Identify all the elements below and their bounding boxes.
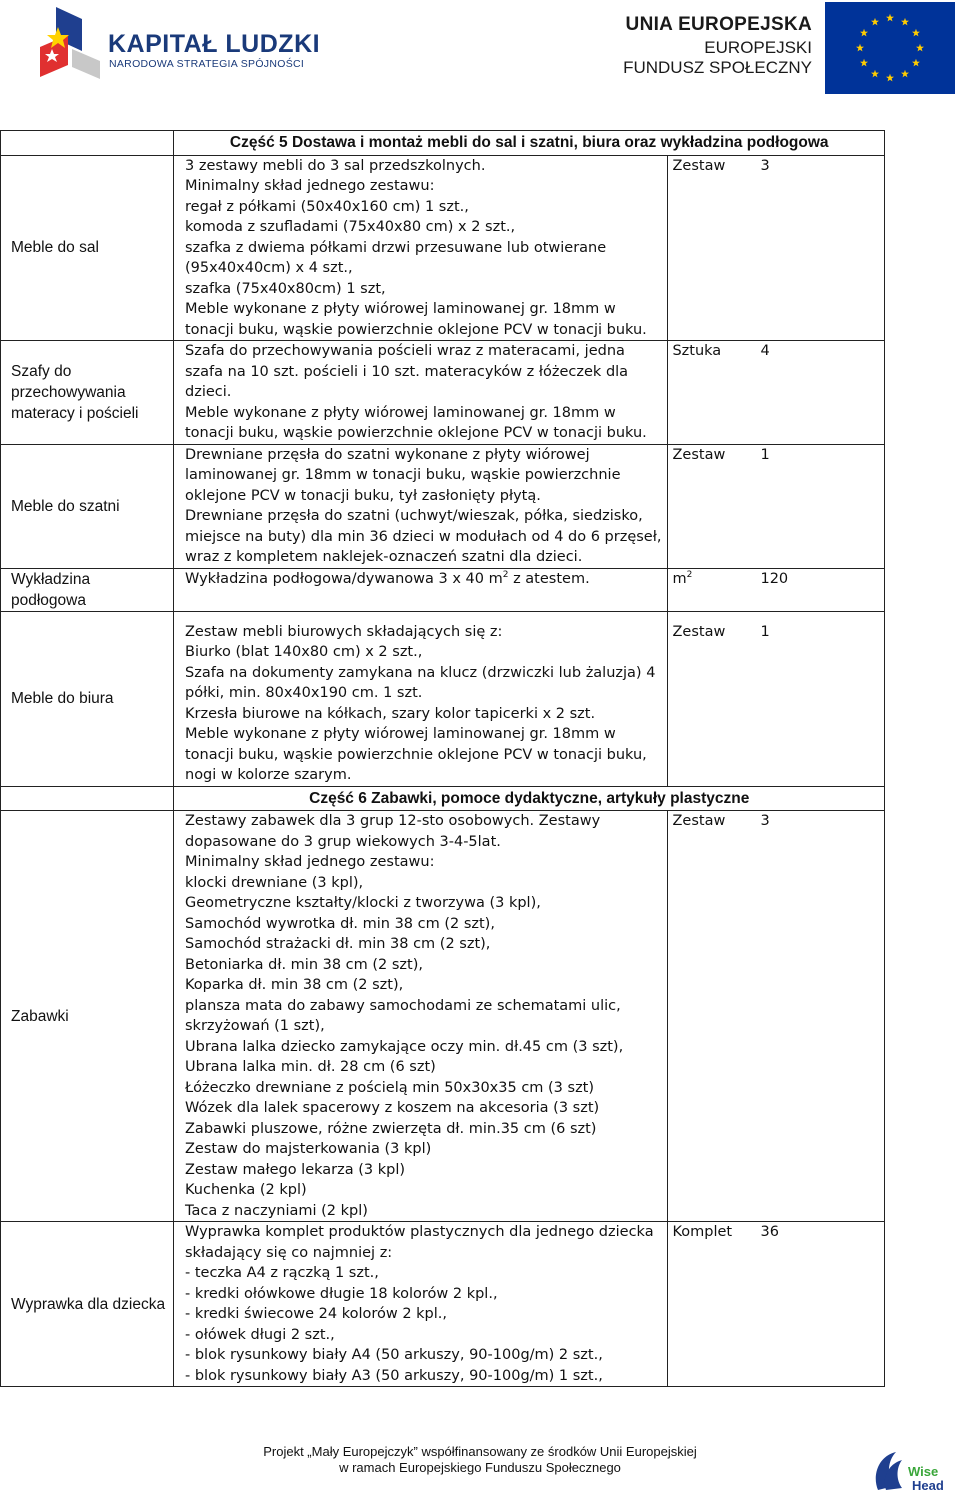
- description-line: oklejone PCV w tonacji buku, tył zasłonięty płytą.: [185, 487, 541, 504]
- description-cell: [174, 811, 668, 1222]
- description-line: dopasowane do 3 grup wiekowych 3-4-5lat.: [185, 833, 501, 850]
- description-line: - kredki ołówkowe długie 18 kolorów 2 kpl.,: [185, 1285, 498, 1302]
- quantity-cell: 3: [748, 155, 885, 341]
- eu-text-block: [623, 14, 812, 78]
- wise-head-logo-icon: [868, 1446, 952, 1494]
- wise-word: Wise: [908, 1464, 939, 1479]
- eu-line3: FUNDUSZ SPOŁECZNY: [623, 58, 812, 77]
- description-line: regał z półkami (50x40x160 cm) 1 szt.,: [185, 198, 469, 215]
- table-row: [1, 611, 885, 786]
- quantity-cell: 1: [748, 444, 885, 568]
- description-line: Samochód wywrotka dł. min 38 cm (2 szt),: [185, 915, 495, 932]
- eu-line2: EUROPEJSKI: [704, 38, 812, 57]
- quantity-cell: 120: [748, 568, 885, 611]
- description-line: Minimalny skład jednego zestawu:: [185, 178, 435, 194]
- description-line: Meble wykonane z płyty wiórowej laminowanej gr. 18mm w: [185, 404, 616, 421]
- category-cell: Wykładzina podłogowa: [1, 568, 174, 611]
- description-text-tail: z atestem.: [508, 570, 590, 587]
- description-line: miejsce na buty) dla min 36 dzieci w modułach od 4 do 6 przęseł,: [185, 528, 662, 545]
- description-line: tonacji buku, wąskie powierzchnie oklejone PCV w tonacji buku.: [185, 321, 647, 338]
- specification-table: [0, 130, 885, 1387]
- description-line: komoda z szufladami (75x40x80 cm) x 2 szt.,: [185, 219, 516, 235]
- category-cell: Szafy do przechowywania materacy i pościeli: [1, 341, 174, 445]
- unit-cell: Zestaw: [668, 444, 749, 568]
- description-line: Wyprawka komplet produktów plastycznych dla jednego dziecka: [185, 1224, 654, 1240]
- description-line: dzieci.: [185, 384, 232, 400]
- description-line: (95x40x40cm) x 4 szt.,: [185, 260, 353, 276]
- description-line: Samochód strażacki dł. min 38 cm (2 szt),: [185, 936, 491, 952]
- description-line: - blok rysunkowy biały A4 (50 arkuszy, 90-100g/m) 2 szt.,: [185, 1347, 603, 1363]
- description-line: szafka (75x40x80cm) 1 szt,: [185, 280, 386, 297]
- description-cell: [174, 1222, 668, 1387]
- section-title-row: [1, 786, 885, 811]
- unit-cell: [668, 568, 749, 611]
- category-cell: Zabawki: [1, 811, 174, 1222]
- table-row: [1, 341, 885, 445]
- description-line: Ubrana lalka min. dł. 28 cm (6 szt): [185, 1059, 436, 1075]
- description-line: Betoniarka dł. min 38 cm (2 szt),: [185, 956, 423, 973]
- table-row: [1, 1222, 885, 1387]
- description-line: - ołówek długi 2 szt.,: [185, 1326, 335, 1343]
- table-row: [1, 568, 885, 611]
- category-cell: Wyprawka dla dziecka: [1, 1222, 174, 1387]
- description-line: półki, min. 80x40x190 cm. 1 szt.: [185, 685, 423, 701]
- unit-superscript: 2: [686, 569, 693, 580]
- quantity-cell: 4: [748, 341, 885, 445]
- description-cell: [174, 611, 668, 786]
- eu-line1: UNIA EUROPEJSKA: [625, 14, 812, 35]
- eu-flag-icon: [825, 2, 955, 94]
- description-line: tonacji buku, wąskie powierzchnie oklejone PCV w tonacji buku,: [185, 746, 647, 763]
- description-line: Krzesła biurowe na kółkach, szary kolor tapicerki x 2 szt.: [185, 705, 596, 722]
- page-header: [0, 0, 960, 110]
- description-line: tonacji buku, wąskie powierzchnie oklejone PCV w tonacji buku.: [185, 425, 647, 441]
- description-line: składający się co najmniej z:: [185, 1244, 393, 1261]
- description-line: Zestaw mebli biurowych składających się z:: [185, 623, 503, 640]
- description-line: Zestawy zabawek dla 3 grup 12-sto osobowych. Zestawy: [185, 813, 601, 829]
- quantity-cell: 3: [748, 811, 885, 1222]
- superscript: 2: [502, 569, 509, 580]
- description-line: wraz z kompletem naklejek-oznaczeń szatni dla dzieci.: [185, 549, 583, 565]
- section-title-row: [1, 131, 885, 156]
- table-row: [1, 811, 885, 1222]
- kl-subtitle: NARODOWA STRATEGIA SPÓJNOŚCI: [109, 58, 305, 70]
- description-line: Meble wykonane z płyty wiórowej laminowanej gr. 18mm w: [185, 301, 616, 317]
- table-row: [1, 155, 885, 341]
- description-line: Szafa do przechowywania pościeli wraz z materacami, jedna: [185, 343, 625, 359]
- description-line: Ubrana lalka dziecko zamykające oczy min. dł.45 cm (3 szt),: [185, 1038, 624, 1055]
- description-line: Koparka dł. min 38 cm (2 szt),: [185, 977, 404, 993]
- footer-line2: w ramach Europejskiego Funduszu Społecznego: [339, 1460, 621, 1475]
- description-line: - teczka A4 z rączką 1 szt.,: [185, 1265, 379, 1281]
- kl-title: KAPITAŁ LUDZKI: [108, 30, 321, 58]
- section-title: Część 5 Dostawa i montaż mebli do sal i szatni, biura oraz wykładzina podłogowa: [174, 131, 885, 156]
- description-line: Meble wykonane z płyty wiórowej laminowanej gr. 18mm w: [185, 726, 616, 742]
- table-row: [1, 444, 885, 568]
- category-cell: Meble do sal: [1, 155, 174, 341]
- category-cell: Meble do biura: [1, 611, 174, 786]
- description-line: skrzyżowań (1 szt),: [185, 1018, 325, 1034]
- description-line: Łóżeczko drewniane z pościelą min 50x30x35 cm (3 szt): [185, 1079, 595, 1096]
- quantity-cell: 36: [748, 1222, 885, 1387]
- footer-text: [0, 1444, 960, 1476]
- description-line: Wózek dla lalek spacerowy z koszem na akcesoria (3 szt): [185, 1100, 600, 1116]
- description-cell: [174, 444, 668, 568]
- kapital-ludzki-logo-icon: [38, 5, 102, 81]
- head-word: Head: [912, 1478, 944, 1493]
- description-line: Drewniane przęsła do szatni wykonane z płyty wiórowej: [185, 446, 590, 463]
- description-line: [185, 569, 661, 590]
- description-text: Wykładzina podłogowa/dywanowa 3 x 40 m: [185, 570, 503, 587]
- description-line: Minimalny skład jednego zestawu:: [185, 854, 435, 870]
- description-line: szafa na 10 szt. pościeli i 10 szt. materacyków z łóżeczek dla: [185, 363, 629, 380]
- description-line: Szafa na dokumenty zamykana na klucz (drzwiczki lub żaluzja) 4: [185, 664, 656, 681]
- description-cell: [174, 341, 668, 445]
- description-line: klocki drewniane (3 kpl),: [185, 874, 364, 891]
- page-footer: [0, 1440, 960, 1498]
- unit-cell: Komplet: [668, 1222, 749, 1387]
- quantity-cell: 1: [748, 611, 885, 786]
- unit-text: m: [672, 570, 687, 587]
- unit-cell: Zestaw: [668, 811, 749, 1222]
- description-line: Drewniane przęsła do szatni (uchwyt/wieszak, półka, siedzisko,: [185, 508, 643, 524]
- unit-cell: Zestaw: [668, 611, 749, 786]
- description-cell: [174, 568, 668, 611]
- description-cell: [174, 155, 668, 341]
- footer-line1: Projekt „Mały Europejczyk” współfinansowany ze środków Unii Europejskiej: [263, 1444, 697, 1459]
- description-line: Taca z naczyniami (2 kpl): [185, 1202, 368, 1219]
- description-line: Biurko (blat 140x80 cm) x 2 szt.,: [185, 644, 423, 660]
- description-line: nogi w kolorze szarym.: [185, 767, 352, 783]
- description-line: Kuchenka (2 kpl): [185, 1182, 307, 1198]
- description-line: 3 zestawy mebli do 3 sal przedszkolnych.: [185, 157, 486, 174]
- description-line: szafka z dwiema półkami drzwi przesuwane lub otwierane: [185, 239, 607, 256]
- description-line: laminowanej gr. 18mm w tonacji buku, wąskie powierzchnie: [185, 467, 621, 483]
- unit-cell: Sztuka: [668, 341, 749, 445]
- unit-cell: Zestaw: [668, 155, 749, 341]
- category-cell: Meble do szatni: [1, 444, 174, 568]
- section-title: Część 6 Zabawki, pomoce dydaktyczne, artykuły plastyczne: [174, 786, 885, 811]
- description-line: Zestaw małego lekarza (3 kpl): [185, 1161, 406, 1178]
- description-line: - blok rysunkowy biały A3 (50 arkuszy, 90-100g/m) 1 szt.,: [185, 1367, 603, 1384]
- description-line: plansza mata do zabawy samochodami ze schematami ulic,: [185, 997, 621, 1014]
- description-line: - kredki świecowe 24 kolorów 2 kpl.,: [185, 1306, 448, 1322]
- description-line: Zabawki pluszowe, różne zwierzęta dł. min.35 cm (6 szt): [185, 1120, 597, 1137]
- description-line: Zestaw do majsterkowania (3 kpl): [185, 1141, 432, 1157]
- description-line: Geometryczne kształty/klocki z tworzywa (3 kpl),: [185, 895, 541, 911]
